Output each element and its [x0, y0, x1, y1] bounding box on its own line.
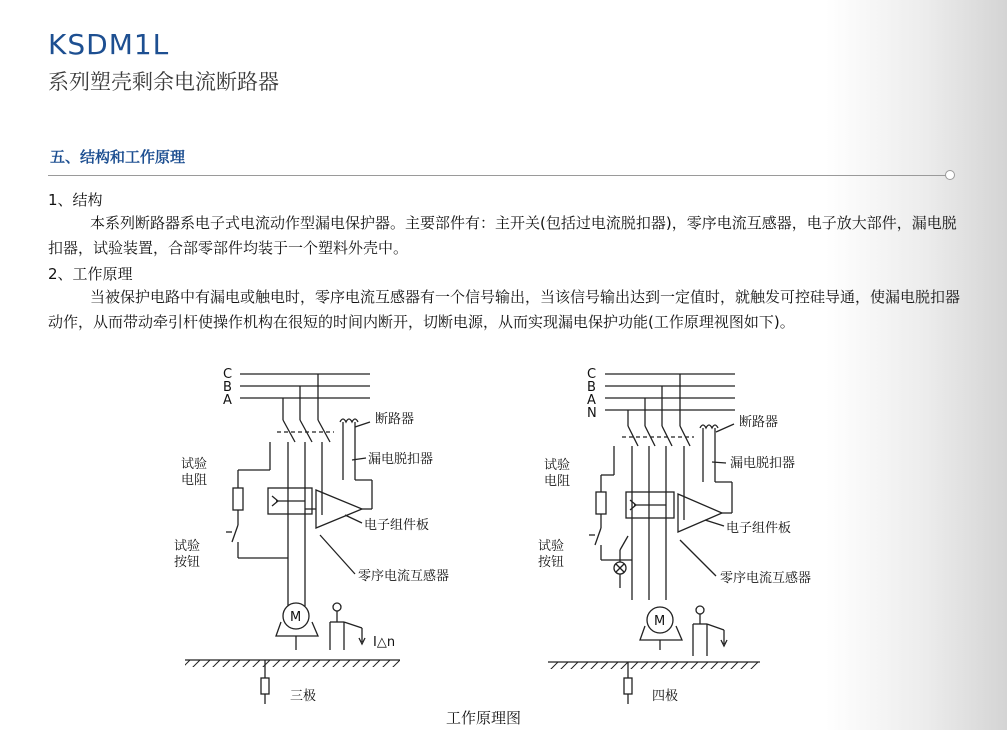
- test-resistor-label: 电阻: [181, 473, 208, 488]
- phase-label: C: [223, 367, 233, 382]
- current-label: I△n: [373, 635, 396, 650]
- diagram-three-pole-labels: [174, 367, 449, 704]
- product-subtitle: 系列塑壳剩余电流断路器: [48, 70, 279, 94]
- pole-label: 四极: [652, 689, 679, 704]
- breaker-label: 断路器: [739, 415, 779, 430]
- phase-label: B: [587, 380, 596, 395]
- diagram-caption: 工作原理图: [446, 709, 522, 727]
- test-button-label: 试验: [174, 539, 201, 554]
- diagram-three-pole: [185, 374, 400, 704]
- test-button-label: 试验: [538, 539, 565, 554]
- diagram-four-pole-labels: [538, 367, 811, 704]
- board-label: 电子组件板: [726, 521, 792, 536]
- test-resistor-label: 电阻: [544, 474, 571, 489]
- test-button-label: 按钮: [174, 555, 201, 570]
- test-button-label: 按钮: [538, 555, 565, 570]
- motor-label: M: [290, 610, 302, 625]
- section-title: 五、结构和工作原理: [50, 148, 186, 166]
- ct-label: 零序电流互感器: [720, 571, 812, 586]
- diagram-four-pole: [548, 374, 760, 704]
- trip-label: 漏电脱扣器: [730, 456, 796, 471]
- test-resistor-label: 试验: [544, 458, 571, 473]
- breaker-label: 断路器: [375, 412, 415, 427]
- pole-label: 三极: [290, 689, 317, 704]
- board-label: 电子组件板: [364, 518, 430, 533]
- paragraph-principle: 当被保护电路中有漏电或触电时，零序电流互感器有一个信号输出，当该信号输出达到一定值时，就触发可控硅导通，使漏电脱扣器动作，从而带动牵引杆使操作机构在很短的时间内断开，切断电源，从而实现漏电保护功能(工作原理视图如下)。: [48, 288, 961, 331]
- phase-label: A: [587, 393, 596, 408]
- motor-label: M: [654, 614, 666, 629]
- section-divider: [48, 175, 946, 176]
- divider-end-dot: [945, 170, 955, 180]
- phase-label: C: [587, 367, 597, 382]
- brand-title: KSDM1L: [48, 28, 170, 61]
- trip-label: 漏电脱扣器: [368, 452, 434, 467]
- heading-principle: 2、工作原理: [48, 265, 133, 283]
- ct-label: 零序电流互感器: [358, 569, 450, 584]
- working-principle-diagram: [0, 360, 1007, 705]
- heading-structure: 1、结构: [48, 191, 103, 209]
- phase-label: A: [223, 393, 232, 408]
- paragraph-structure: 本系列断路器系电子式电流动作型漏电保护器。主要部件有：主开关(包括过电流脱扣器)，零序电流互感器，电子放大部件，漏电脱扣器，试验装置，合部零部件均装于一个塑料外壳中。: [48, 214, 957, 257]
- test-resistor-label: 试验: [181, 457, 208, 472]
- phase-label: N: [587, 406, 597, 421]
- phase-label: B: [223, 380, 232, 395]
